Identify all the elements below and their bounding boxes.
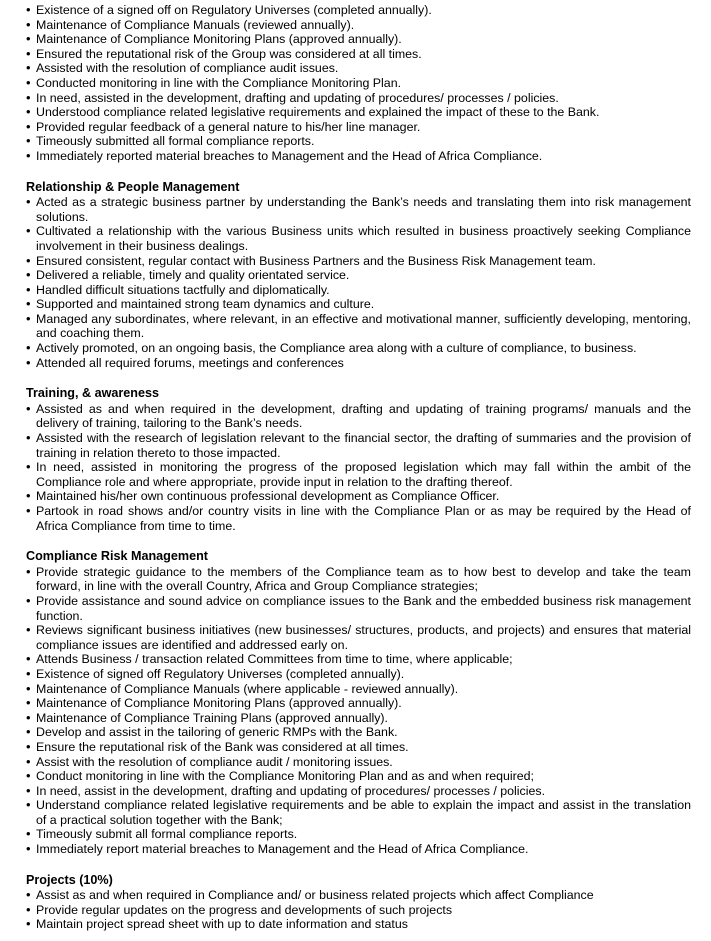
section-bullet-list — [26, 888, 691, 932]
section-heading: Compliance Risk Management — [26, 549, 208, 564]
intro-bullet-list — [26, 3, 691, 164]
list-item: • In need, assisted in the development, drafting and updating of procedures/ processes / policies. — [26, 91, 691, 106]
list-item: • Ensured the reputational risk of the Group was considered at all times. — [26, 47, 691, 62]
list-item: • Assisted with the resolution of compliance audit issues. — [26, 61, 691, 76]
list-item: • Assisted with the research of legislation relevant to the financial sector, the drafting of summaries and the provision of training in relation thereto to those impacted. — [26, 431, 691, 460]
list-item: • Develop and assist in the tailoring of generic RMPs with the Bank. — [26, 725, 691, 740]
list-item: • Attended all required forums, meetings and conferences — [26, 356, 691, 371]
list-item: • Acted as a strategic business partner by understanding the Bank’s needs and translating them into risk management solutions. — [26, 195, 691, 224]
section-bullet-list — [26, 402, 691, 533]
list-item: • Managed any subordinates, where relevant, in an effective and motivational manner, sufficiently developing, mentoring, and coaching them. — [26, 312, 691, 341]
section-bullet-list — [26, 565, 691, 857]
list-item: • Provide strategic guidance to the members of the Compliance team as to how best to develop and take the team forward, in line with the overall Country, Africa and Group Compliance strategies; — [26, 565, 691, 594]
list-item: • Immediately report material breaches to Management and the Head of Africa Compliance. — [26, 842, 691, 857]
list-item: • Ensure the reputational risk of the Bank was considered at all times. — [26, 740, 691, 755]
list-item: • Existence of a signed off on Regulatory Universes (completed annually). — [26, 3, 691, 18]
list-item: • Existence of signed off Regulatory Universes (completed annually). — [26, 667, 691, 682]
list-item: • Delivered a reliable, timely and quality orientated service. — [26, 268, 691, 283]
list-item: • Timeously submitted all formal compliance reports. — [26, 134, 691, 149]
list-item: • Ensured consistent, regular contact with Business Partners and the Business Risk Management team. — [26, 254, 691, 269]
list-item: • In need, assisted in monitoring the progress of the proposed legislation which may fall within the ambit of the Compliance role and where appropriate, provide input in relation to the drafting thereof. — [26, 460, 691, 489]
section — [26, 386, 691, 533]
list-item: • Supported and maintained strong team dynamics and culture. — [26, 297, 691, 312]
list-item: • Provide assistance and sound advice on compliance issues to the Bank and the embedded business risk management function. — [26, 594, 691, 623]
list-item: • Maintenance of Compliance Manuals (reviewed annually). — [26, 18, 691, 33]
list-item: • Conduct monitoring in line with the Compliance Monitoring Plan and as and when required; — [26, 769, 691, 784]
list-item: • Handled difficult situations tactfully and diplomatically. — [26, 283, 691, 298]
list-item: • Cultivated a relationship with the various Business units which resulted in business proactively seeking Compliance involvement in their business dealings. — [26, 224, 691, 253]
list-item: • Maintained his/her own continuous professional development as Compliance Officer. — [26, 489, 691, 504]
list-item: • Understand compliance related legislative requirements and be able to explain the impact and assist in the translation of a practical solution together with the Bank; — [26, 798, 691, 827]
list-item: • Assist with the resolution of compliance audit / monitoring issues. — [26, 755, 691, 770]
list-item: • Partook in road shows and/or country visits in line with the Compliance Plan or as may be required by the Head of Africa Compliance from time to time. — [26, 504, 691, 533]
section-heading: Relationship & People Management — [26, 179, 240, 194]
section-heading: Training, & awareness — [26, 386, 159, 401]
list-item: • Attends Business / transaction related Committees from time to time, where applicable; — [26, 652, 691, 667]
list-item: • Maintain project spread sheet with up to date information and status — [26, 917, 691, 932]
section-heading: Projects (10%) — [26, 872, 113, 887]
section-bullet-list — [26, 195, 691, 370]
list-item: • Immediately reported material breaches to Management and the Head of Africa Compliance. — [26, 149, 691, 164]
list-item: • Maintenance of Compliance Monitoring Plans (approved annually). — [26, 696, 691, 711]
list-item: • In need, assist in the development, drafting and updating of procedures/ processes / policies. — [26, 784, 691, 799]
list-item: • Conducted monitoring in line with the Compliance Monitoring Plan. — [26, 76, 691, 91]
section — [26, 549, 691, 856]
list-item: • Reviews significant business initiatives (new businesses/ structures, products, and projects) and ensures that material compliance issues are identified and addressed early on. — [26, 623, 691, 652]
list-item: • Assist as and when required in Compliance and/ or business related projects which affect Compliance — [26, 888, 691, 903]
section — [26, 180, 691, 371]
list-item: • Maintenance of Compliance Training Plans (approved annually). — [26, 711, 691, 726]
list-item: • Actively promoted, on an ongoing basis, the Compliance area along with a culture of compliance, to business. — [26, 341, 691, 356]
section — [26, 873, 691, 932]
sections-container — [26, 180, 691, 933]
list-item: • Understood compliance related legislative requirements and explained the impact of these to the Bank. — [26, 105, 691, 120]
list-item: • Assisted as and when required in the development, drafting and updating of training programs/ manuals and the delivery of training, tailoring to the Bank’s needs. — [26, 402, 691, 431]
list-item: • Timeously submit all formal compliance reports. — [26, 827, 691, 842]
list-item: • Provide regular updates on the progress and developments of such projects — [26, 903, 691, 918]
list-item: • Provided regular feedback of a general nature to his/her line manager. — [26, 120, 691, 135]
list-item: • Maintenance of Compliance Manuals (where applicable - reviewed annually). — [26, 682, 691, 697]
list-item: • Maintenance of Compliance Monitoring Plans (approved annually). — [26, 32, 691, 47]
